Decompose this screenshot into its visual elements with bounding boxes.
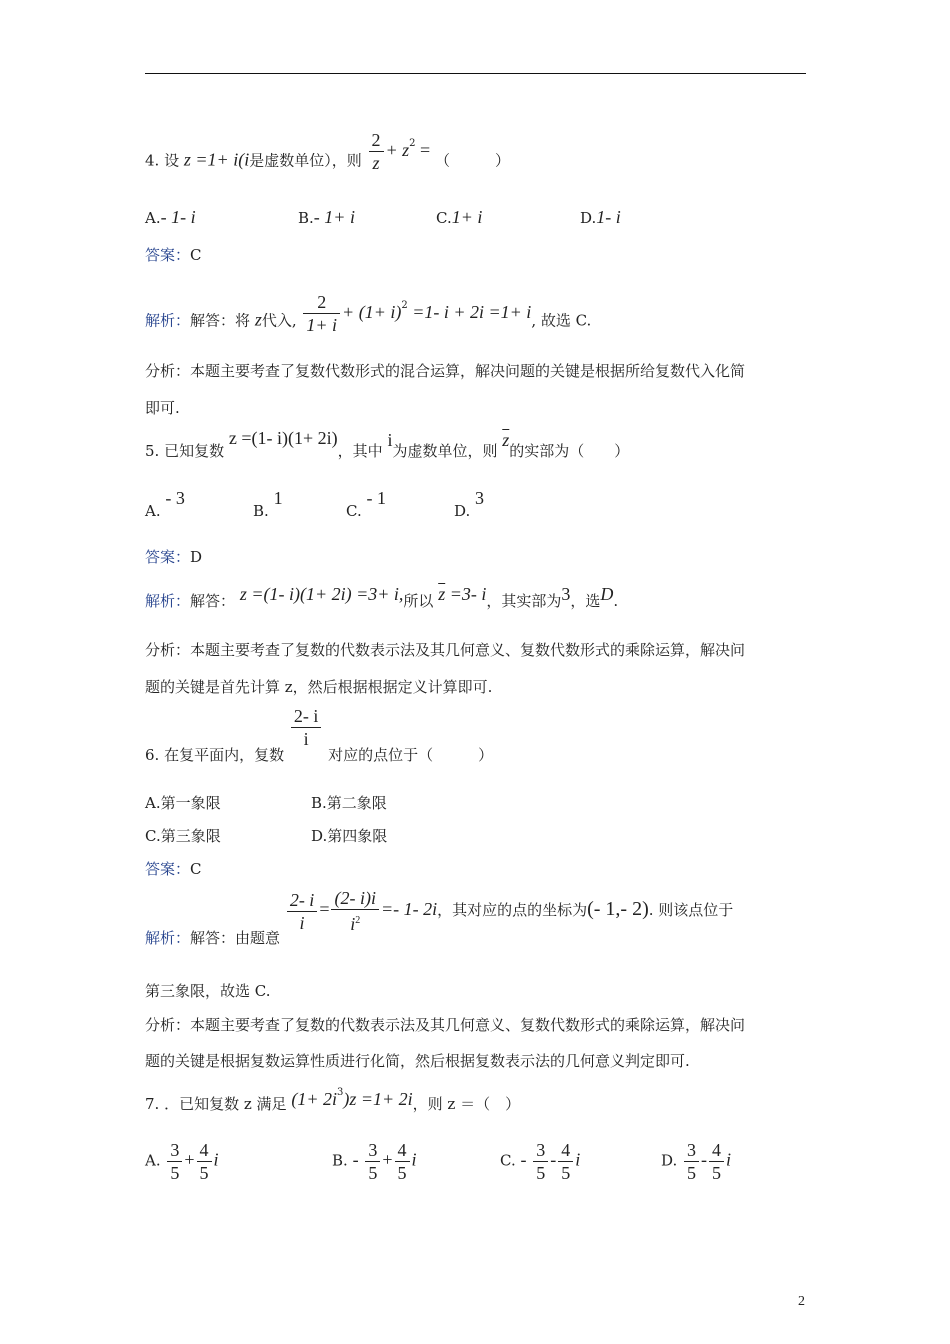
fraction [197, 1140, 212, 1183]
fraction [558, 1140, 573, 1183]
fraction [395, 1140, 410, 1183]
fraction-numerator: 3 [167, 1140, 182, 1162]
fraction [533, 1140, 548, 1183]
fraction-denominator: 5 [368, 1163, 378, 1183]
operator: - [550, 1149, 557, 1170]
fraction-numerator: 3 [684, 1140, 699, 1162]
fraction-numerator: (2- i)i [331, 888, 378, 910]
option-value: - 3 [165, 488, 185, 508]
analysis-text: 解答：由题意 [190, 929, 281, 947]
analysis-text: ，其实部为 [486, 592, 562, 610]
question-4-answer [145, 244, 202, 265]
question-number: 5. [145, 442, 160, 460]
stem-text: ．已知复数 z 满足 [164, 1095, 287, 1113]
conjugate-z: $\overline{z}$ [438, 584, 446, 604]
exponent: 2 [409, 137, 416, 149]
fraction [709, 1140, 724, 1183]
exponent: 2 [401, 299, 408, 311]
math-value: D [600, 584, 614, 604]
option-label: A. [145, 1151, 161, 1170]
question-5-option-a [145, 488, 185, 521]
option-value: 1+ i [451, 207, 483, 227]
stem-text: 对应的点位于（ ） [328, 745, 494, 764]
exponent: 3 [336, 1087, 344, 1098]
math-expression: z =(1- i)(1+ 2i) =3+ i, [239, 584, 404, 604]
question-4-option-b [298, 207, 355, 228]
answer-label: 答案： [145, 548, 191, 566]
stem-text: 在复平面内，复数 [164, 745, 285, 764]
fraction [291, 706, 322, 749]
fraction-denominator: 1+ i [306, 315, 338, 335]
imaginary-unit: i [213, 1149, 219, 1170]
question-7-option-a [145, 1140, 219, 1183]
fraction-denominator: i [303, 729, 309, 749]
fraction-denominator: 5 [170, 1163, 180, 1183]
option-value: 3 [475, 488, 485, 508]
fraction-denominator: 5 [712, 1163, 722, 1183]
stem-text: 的实部为（ ） [509, 442, 630, 460]
analysis-text: 代入, [261, 311, 297, 330]
fraction-numerator: 3 [533, 1140, 548, 1162]
question-4-note-line-2: 即可. [145, 399, 180, 417]
fraction [684, 1140, 699, 1183]
option-label: C. [436, 209, 452, 227]
fraction-numerator: 3 [365, 1140, 380, 1162]
question-6-stem [145, 706, 494, 764]
option-label: A. [145, 502, 161, 520]
math-symbol: i [244, 149, 250, 170]
option-value: - 1+ i [313, 207, 355, 227]
fraction [369, 130, 384, 173]
option-label: D. [454, 502, 471, 520]
question-6-option-a: A.第一象限 [145, 794, 221, 812]
header-rule [145, 73, 806, 74]
fraction-numerator: 2 [369, 130, 384, 152]
option-label: B. [332, 1151, 348, 1170]
page-number: 2 [798, 1294, 805, 1309]
fraction-denominator: 5 [536, 1163, 546, 1183]
option-label: A. [145, 209, 161, 227]
question-5-option-d [454, 488, 485, 521]
fraction [287, 890, 318, 933]
question-number: 6. [145, 745, 160, 764]
fraction-numerator: 2- i [291, 706, 322, 728]
question-7-option-b [332, 1140, 417, 1183]
fraction-denominator: 5 [397, 1163, 407, 1183]
stem-text: 设 [164, 151, 180, 170]
question-5-option-c [346, 488, 386, 521]
stem-text: 是虚数单位），则 [249, 151, 362, 170]
math-expression: z =1+ i( [183, 149, 245, 170]
fraction-denominator: i [350, 914, 356, 934]
analysis-text: . 则该点位于 [648, 901, 734, 919]
operator: + [382, 1149, 393, 1170]
conjugate-z: $\overline{z}$ [502, 430, 510, 450]
math-symbol: z [254, 309, 262, 330]
option-label: B. [298, 209, 314, 227]
question-6-option-b: B.第二象限 [311, 794, 387, 812]
imaginary-unit: i [411, 1149, 417, 1170]
math-point: (- 1,- 2) [587, 898, 649, 920]
math-expression: + z [385, 139, 410, 160]
question-6-analysis-line-2: 第三象限，故选 C. [145, 982, 271, 1000]
question-4-stem [145, 130, 510, 183]
analysis-text: 解答：将 [190, 311, 251, 330]
fraction-denominator: 5 [199, 1163, 209, 1183]
question-6-analysis [145, 888, 734, 947]
operator: - [701, 1149, 708, 1170]
analysis-text: ，其对应的点的坐标为 [437, 901, 588, 919]
fraction-numerator: 4 [558, 1140, 573, 1162]
fraction-numerator: 4 [395, 1140, 410, 1162]
analysis-label: 解析： [145, 311, 191, 330]
fraction [167, 1140, 182, 1183]
math-expression: = [319, 899, 330, 919]
stem-text: ，其中 [337, 442, 383, 460]
stem-text: 已知复数 [164, 442, 225, 460]
answer-label: 答案： [145, 860, 191, 878]
analysis-text: ，选 [570, 592, 601, 610]
imaginary-unit: i [726, 1149, 732, 1170]
question-7-option-d [661, 1140, 731, 1183]
question-5-stem [145, 428, 630, 461]
sign: - [352, 1149, 359, 1170]
stem-text: 为虚数单位，则 [392, 442, 498, 460]
question-4-option-a [145, 207, 196, 228]
exponent: 2 [355, 915, 361, 926]
math-expression: (1+ 2i [291, 1089, 337, 1109]
question-5-analysis [145, 584, 619, 611]
fraction-numerator: 4 [709, 1140, 724, 1162]
imaginary-unit: i [575, 1149, 581, 1170]
question-4-option-c [436, 207, 482, 228]
option-label: D. [661, 1151, 678, 1170]
math-expression: =1- i + 2i =1+ i [407, 301, 532, 322]
question-number: 7. [145, 1095, 160, 1113]
answer-value: D [190, 548, 203, 566]
fraction-numerator: 2 [303, 292, 340, 314]
math-expression: = [415, 139, 431, 160]
math-expression: )z =1+ 2i [343, 1089, 413, 1109]
option-value: 1- i [596, 207, 621, 227]
analysis-text: 所以 [403, 592, 434, 610]
math-symbol: i [387, 430, 393, 450]
option-label: C. [346, 502, 362, 520]
question-5-note-line-2: 题的关键是首先计算 z，然后根据根据定义计算即可. [145, 678, 493, 696]
math-value: 3 [561, 584, 571, 604]
question-6-option-c: C.第三象限 [145, 827, 221, 845]
question-5-note-line-1: 分析：本题主要考查了复数的代数表示法及其几何意义、复数代数形式的乘除运算，解决问 [145, 641, 746, 659]
option-value: - 1- i [160, 207, 196, 227]
analysis-text: , 故选 C. [531, 311, 592, 330]
analysis-label: 解析： [145, 592, 191, 610]
question-6-option-d: D.第四象限 [311, 827, 388, 845]
fraction-numerator: 2- i [287, 890, 318, 912]
fraction-denominator: z [372, 153, 380, 173]
question-6-note-line-2: 题的关键是根据复数运算性质进行化简，然后根据复数表示法的几何意义判定即可. [145, 1052, 690, 1070]
question-7-stem [145, 1087, 521, 1114]
question-4-analysis [145, 292, 592, 343]
answer-value: C [190, 246, 202, 264]
analysis-text: . [613, 592, 619, 610]
fraction [303, 292, 340, 335]
question-6-note-line-1: 分析：本题主要考查了复数的代数表示法及其几何意义、复数代数形式的乘除运算，解决问 [145, 1016, 746, 1034]
option-label: C. [500, 1151, 516, 1170]
math-expression: =- 1- 2i [380, 899, 438, 919]
option-label: D. [580, 209, 597, 227]
fraction-denominator: 5 [687, 1163, 697, 1183]
answer-label: 答案： [145, 246, 191, 264]
question-4-option-d [580, 207, 621, 228]
fraction-numerator: 4 [197, 1140, 212, 1162]
fraction [365, 1140, 380, 1183]
answer-value: C [190, 860, 202, 878]
question-6-answer [145, 858, 202, 879]
question-4-note-line-1: 分析：本题主要考查了复数代数形式的混合运算，解决问题的关键是根据所给复数代入化简 [145, 362, 746, 380]
option-label: B. [253, 502, 269, 520]
option-value: 1 [273, 488, 283, 508]
operator: + [184, 1149, 195, 1170]
question-number: 4. [145, 151, 160, 170]
sign: - [520, 1149, 527, 1170]
option-value: - 1 [366, 488, 386, 508]
stem-text: ，则 z ＝（ ） [412, 1095, 521, 1113]
math-expression: z =(1- i)(1+ 2i) [228, 428, 338, 448]
math-expression: + (1+ i) [342, 301, 402, 322]
fraction-denominator: 5 [561, 1163, 571, 1183]
answer-blank: （ ） [434, 151, 510, 170]
analysis-label: 解析： [145, 929, 191, 947]
fraction [331, 888, 378, 934]
analysis-text: 解答： [190, 592, 236, 610]
fraction-denominator: i [299, 912, 305, 933]
question-5-answer [145, 546, 202, 567]
question-7-option-c [500, 1140, 580, 1183]
question-5-option-b [253, 488, 283, 521]
math-expression: =3- i [445, 584, 487, 604]
